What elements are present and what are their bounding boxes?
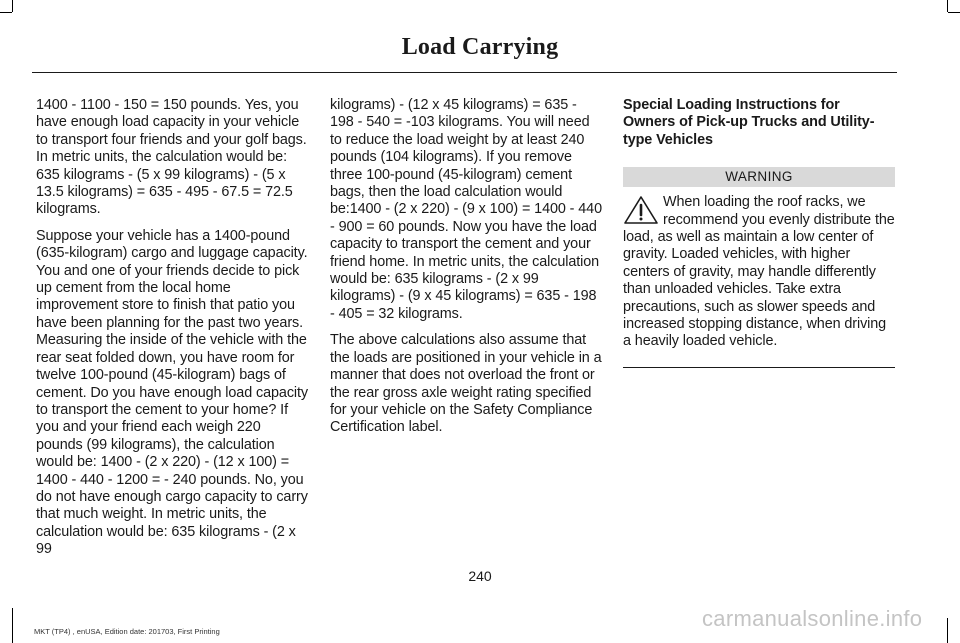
- paragraph: The above calculations also assume that the loads are positioned in your vehicle in a manner that does not overload the front or the rear gross axle weight rating specified for your vehicle on the Safety Compliance Certification label.: [330, 332, 602, 436]
- warning-triangle-icon: [623, 195, 659, 225]
- paragraph: Suppose your vehicle has a 1400-pound (635-kilogram) cargo and luggage capacity. You and one of your friends decide to pick up cement from the local home improvement store to finish that patio you have been planning for the past two years. Measuring the inside of the vehicle with the rear seat folded down, you have room for twelve 100-pound (45-kilogram) bags of cement. Do you have enough load capacity to transport the cement to your home? If you and your friend each weigh 220 pounds (99 kilograms), the calculation would be: 1400 - (2 x 220) - (12 x 100) = 1400 - 440 - 1200 = - 240 pounds. No, you do not have enough cargo capacity to carry that much weight. In metric units, the calculation would be: 635 kilograms - (2 x 99: [36, 227, 309, 558]
- warning-banner: WARNING: [623, 167, 895, 187]
- crop-mark-top-right-horizontal: [948, 12, 960, 13]
- text-column-3: [623, 97, 895, 368]
- crop-mark-top-right-vertical: [947, 0, 948, 12]
- crop-mark-top-left-vertical: [12, 0, 13, 12]
- header-divider: [32, 72, 897, 73]
- edition-info: MKT (TP4) , enUSA, Edition date: 201703, First Printing: [34, 627, 220, 636]
- warning-text: When loading the roof racks, we recommend you evenly distribute the load, as well as maintain a low center of gravity. Loaded vehicles, with higher centers of gravity, may handle differently than unloaded vehicles. Take extra precautions, such as slower speeds and increased stopping distance, when driving a heavily loaded vehicle.: [623, 194, 895, 350]
- crop-mark-top-left-horizontal: [0, 12, 12, 13]
- text-column-1: [36, 97, 308, 568]
- page-number: 240: [468, 568, 492, 584]
- page-title: Load Carrying: [401, 34, 559, 60]
- text-column-2: [330, 97, 602, 446]
- section-heading: Special Loading Instructions for Owners of Pick-up Trucks and Utility-type Vehicles: [623, 97, 875, 148]
- paragraph: kilograms) - (12 x 45 kilograms) = 635 - 198 - 540 = -103 kilograms. You will need to reduce the load weight by at least 240 pounds (104 kilograms). If you remove three 100-pound (45-kilogram) cement bags, then the load calculation would be:1400 - (2 x 220) - (9 x 100) = 1400 - 440 - 900 = 60 pounds. Now you have the load capacity to transport the cement and your friend home. In metric units, the calculation would be: 635 kilograms - (2 x 99 kilograms) - (9 x 45 kilograms) = 635 - 198 - 405 = 32 kilograms.: [330, 97, 602, 322]
- crop-mark-bottom-left-vertical: [12, 608, 13, 643]
- crop-mark-bottom-right-vertical: [947, 618, 948, 643]
- warning-box: [623, 194, 895, 368]
- watermark: carmanualsonline.info: [702, 606, 923, 631]
- paragraph: 1400 - 1100 - 150 = 150 pounds. Yes, you have enough load capacity in your vehicle to transport four friends and your golf bags. In metric units, the calculation would be: 635 kilograms - (5 x 99 kilograms) - (5 x 13.5 kilograms) = 635 - 495 - 67.5 = 72.5 kilograms.: [36, 97, 307, 218]
